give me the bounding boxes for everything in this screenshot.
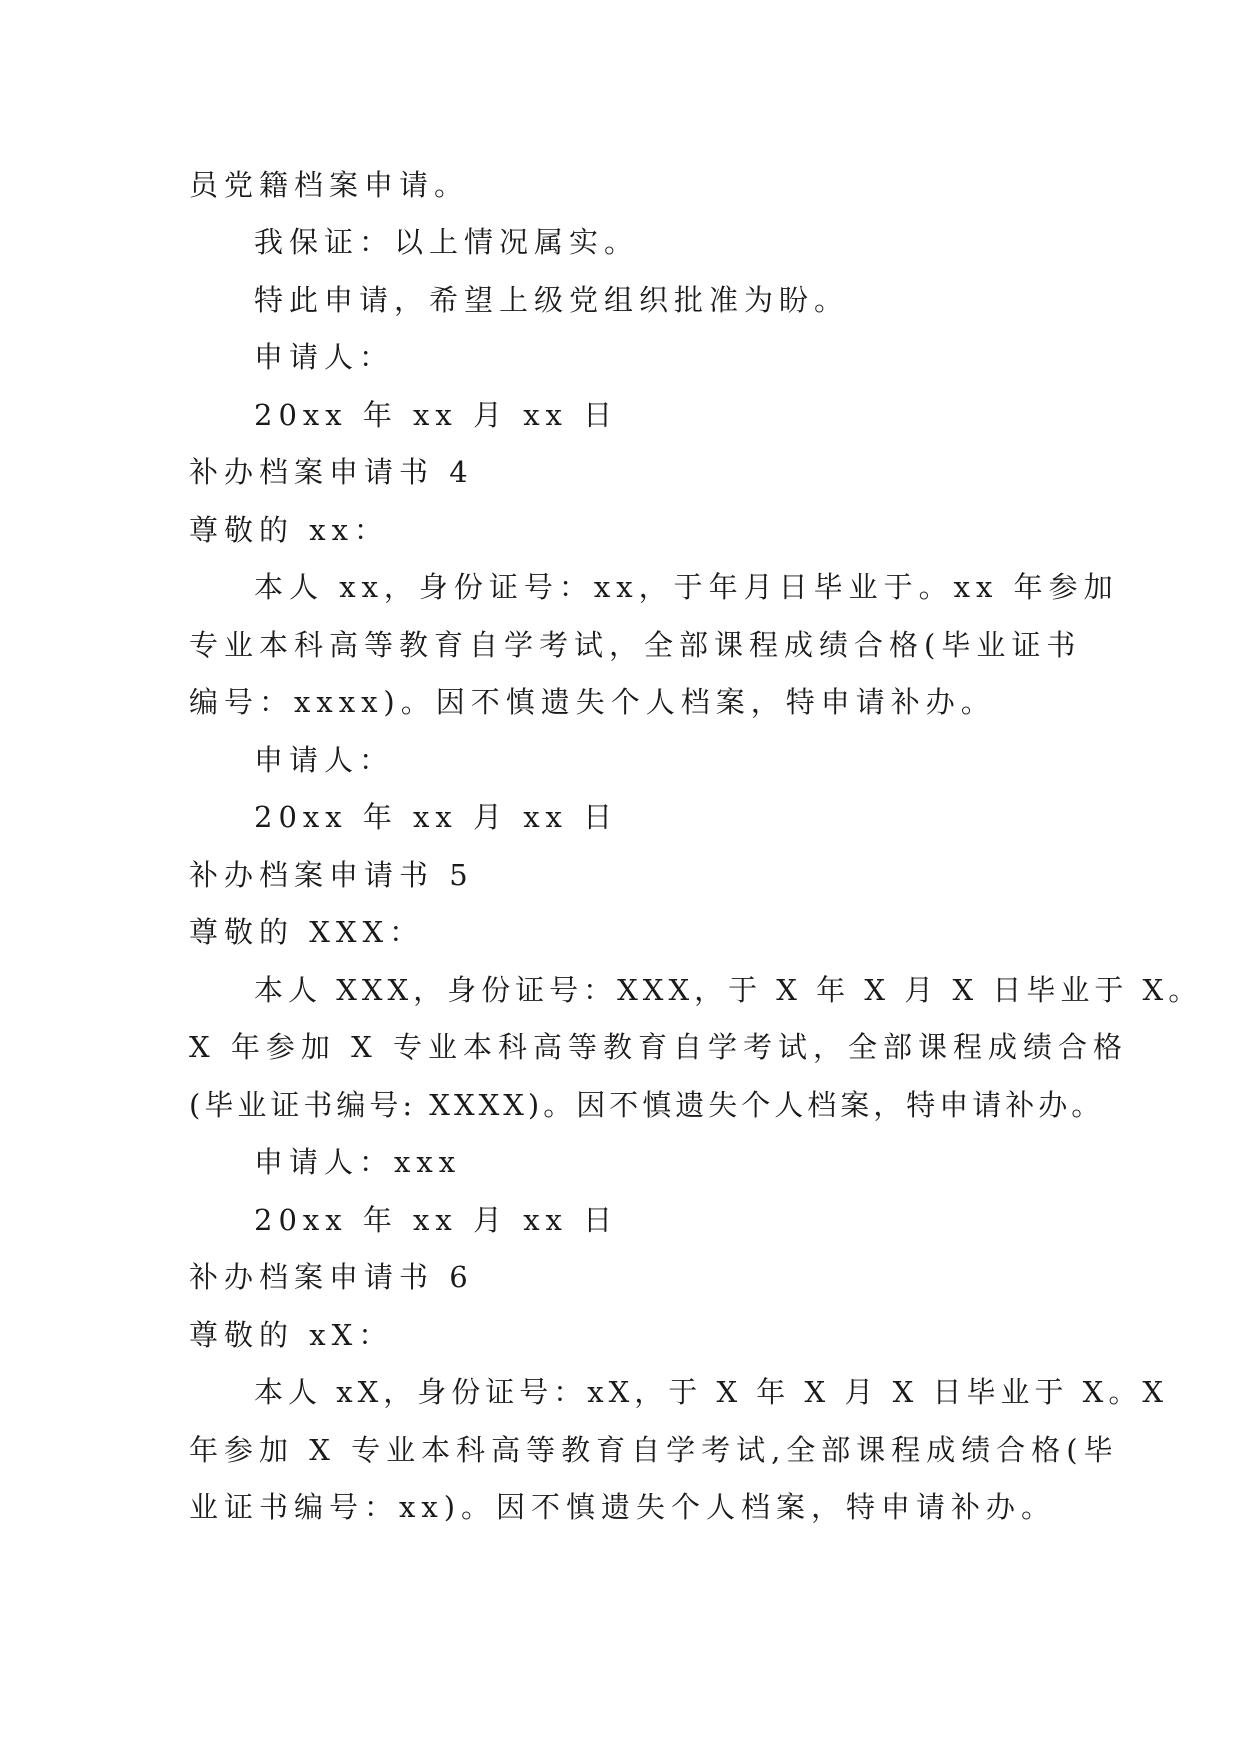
body-line: 年参加 X 专业本科高等教育自学考试,全部课程成绩合格(毕 <box>189 1433 1119 1467</box>
salutation: 尊敬的 xX： <box>189 1318 394 1352</box>
applicant-label: 申请人：xxx <box>254 1145 462 1179</box>
body-line: 专业本科高等教育自学考试，全部课程成绩合格(毕业证书 <box>189 628 1082 662</box>
body-line: 本人 xx，身份证号：xx，于年月日毕业于。xx 年参加 <box>254 570 1119 604</box>
applicant-label: 申请人： <box>254 340 395 374</box>
body-line: 本人 xX，身份证号：xX，于 X 年 X 月 X 日毕业于 X。X <box>254 1375 1168 1409</box>
salutation: 尊敬的 xx： <box>189 513 389 547</box>
paragraph-line-end-of-application: 员党籍档案申请。 <box>189 168 470 202</box>
date-line: 20xx 年 xx 月 xx 日 <box>254 1203 619 1237</box>
body-line: 业证书编号：xx)。因不慎遗失个人档案，特申请补办。 <box>189 1490 1057 1524</box>
date-line: 20xx 年 xx 月 xx 日 <box>254 398 619 432</box>
applicant-label: 申请人： <box>254 743 395 777</box>
salutation: 尊敬的 XXX： <box>189 915 425 949</box>
section-heading-5: 补办档案申请书 5 <box>189 858 474 892</box>
section-heading-6: 补办档案申请书 6 <box>189 1260 474 1294</box>
date-line: 20xx 年 xx 月 xx 日 <box>254 800 619 834</box>
body-line: (毕业证书编号: XXXX)。因不慎遗失个人档案，特申请补办。 <box>189 1088 1105 1122</box>
body-line: 编号：xxxx)。因不慎遗失个人档案，特申请补办。 <box>189 685 996 719</box>
paragraph-line-guarantee: 我保证：以上情况属实。 <box>254 225 640 259</box>
paragraph-line-request: 特此申请，希望上级党组织批准为盼。 <box>254 283 850 317</box>
body-line: 本人 XXX，身份证号：XXX，于 X 年 X 月 X 日毕业于 X。 <box>254 973 1203 1007</box>
section-heading-4: 补办档案申请书 4 <box>189 455 474 489</box>
body-line: X 年参加 X 专业本科高等教育自学考试，全部课程成绩合格 <box>189 1030 1128 1064</box>
